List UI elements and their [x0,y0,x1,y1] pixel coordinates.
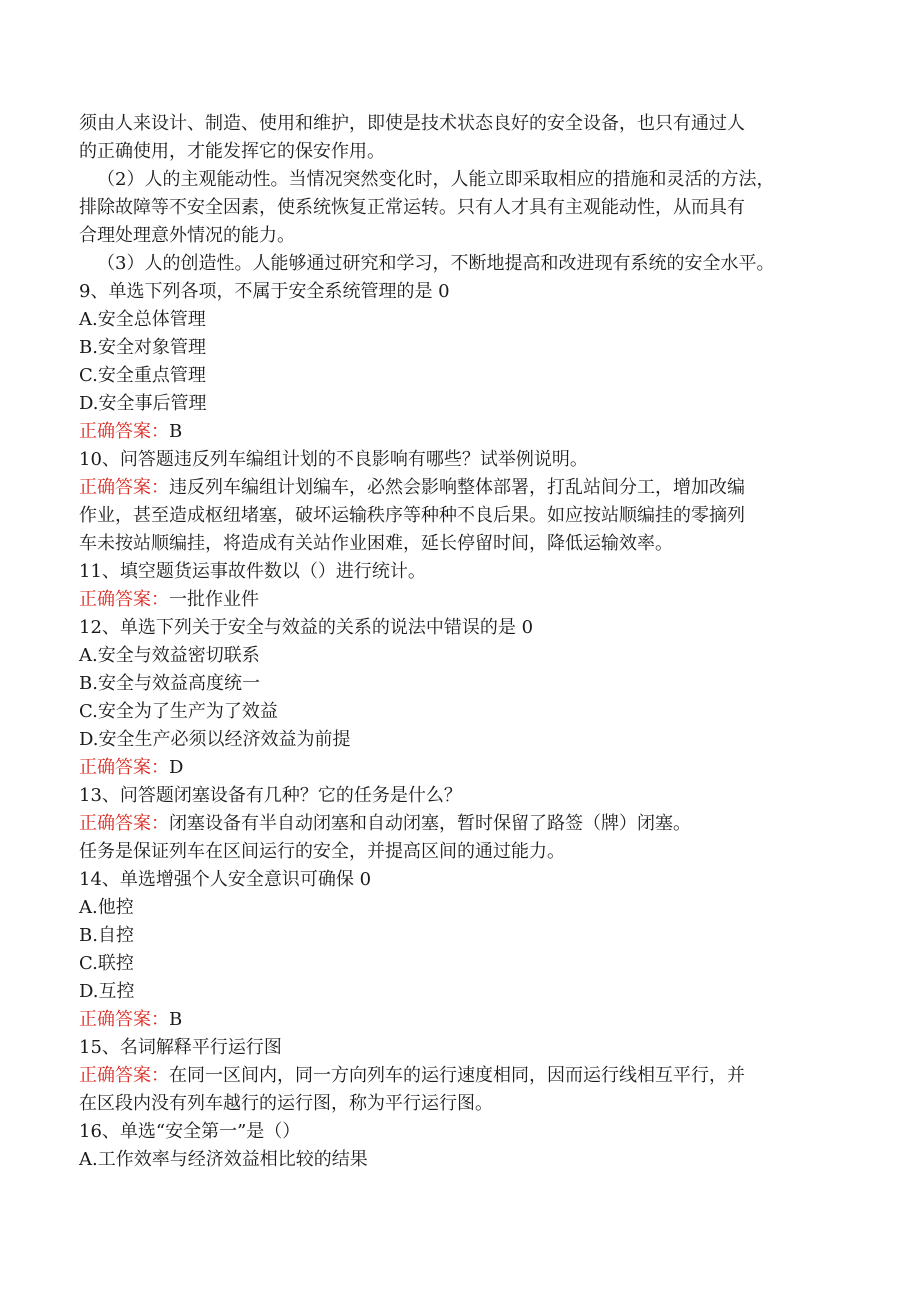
answer-text: 违反列车编组计划编车，必然会影响整体部署，打乱站间分工，增加改编 [169,477,745,498]
answer-text: 任务是保证列车在区间运行的安全，并提高区间的通过能力。 [79,841,565,862]
answer-line [79,586,859,614]
answer-label: 正确答案： [79,477,169,498]
answer-line [79,1062,859,1090]
answer-text: 作业，甚至造成枢纽堵塞，破坏运输秩序等种种不良后果。如应按站顺编挂的零摘列 [79,505,745,526]
question-title: 10、问答题违反列车编组计划的不良影响有哪些？试举例说明。 [79,449,588,470]
answer-text: 在区段内没有列车越行的运行图，称为平行运行图。 [79,1093,493,1114]
paragraph-line: 排除故障等不安全因素，使系统恢复正常运转。只有人才具有主观能动性，从而具有 [79,197,745,218]
answer-text: 车未按站顺编挂，将造成有关站作业困难，延长停留时间，降低运输效率。 [79,533,673,554]
option-a: A.安全与效益密切联系 [79,645,260,666]
option-b: B.自控 [79,925,134,946]
option-c: C.安全为了生产为了效益 [79,701,278,722]
paragraph-line: 合理处理意外情况的能力。 [79,225,295,246]
answer-line [79,754,859,782]
answer-line [79,810,859,838]
question-title: 15、名词解释平行运行图 [79,1037,282,1058]
option-b: B.安全对象管理 [79,337,206,358]
answer-value: B [169,1009,183,1030]
paragraph-line: （3）人的创造性。人能够通过研究和学习，不断地提高和改进现有系统的安全水平。 [97,253,775,274]
answer-value: B [169,421,183,442]
answer-text: 闭塞设备有半自动闭塞和自动闭塞，暂时保留了路签（牌）闭塞。 [169,813,691,834]
answer-label: 正确答案： [79,1065,169,1086]
paragraph-line: （2）人的主观能动性。当情况突然变化时，人能立即采取相应的措施和灵活的方法， [97,169,775,190]
answer-value: D [169,757,184,778]
question-title: 12、单选下列关于安全与效益的关系的说法中错误的是 0 [79,617,534,638]
option-a: A.工作效率与经济效益相比较的结果 [79,1149,368,1170]
option-a: A.他控 [79,897,134,918]
answer-line [79,1006,859,1034]
answer-line [79,418,859,446]
intro-text-line: 的正确使用，才能发挥它的保安作用。 [79,141,385,162]
answer-value: 一批作业件 [169,589,259,610]
answer-text: 在同一区间内，同一方向列车的运行速度相同，因而运行线相互平行，并 [169,1065,745,1086]
question-title: 11、填空题货运事故件数以（）进行统计。 [79,561,426,582]
document-page [79,110,859,1174]
question-title: 13、问答题闭塞设备有几种？它的任务是什么？ [79,785,462,806]
question-title: 14、单选增强个人安全意识可确保 0 [79,869,372,890]
option-d: D.安全生产必须以经济效益为前提 [79,729,351,750]
option-b: B.安全与效益高度统一 [79,673,260,694]
option-d: D.安全事后管理 [79,393,207,414]
answer-label: 正确答案： [79,1009,169,1030]
question-title: 9、单选下列各项，不属于安全系统管理的是 0 [79,281,450,302]
answer-label: 正确答案： [79,757,169,778]
intro-text-line: 须由人来设计、制造、使用和维护，即使是技术状态良好的安全设备，也只有通过人 [79,113,745,134]
answer-label: 正确答案： [79,813,169,834]
option-d: D.互控 [79,981,135,1002]
option-c: C.安全重点管理 [79,365,206,386]
option-c: C.联控 [79,953,134,974]
option-a: A.安全总体管理 [79,309,206,330]
answer-label: 正确答案： [79,421,169,442]
question-title: 16、单选“安全第一”是（） [79,1121,301,1142]
answer-label: 正确答案： [79,589,169,610]
answer-line [79,474,859,502]
